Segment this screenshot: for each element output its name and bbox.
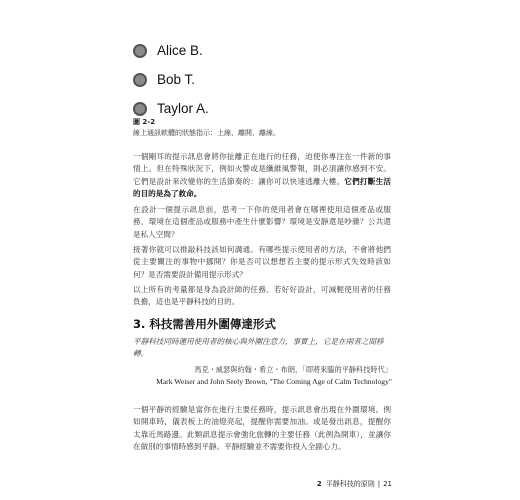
status-dot-icon <box>133 102 147 116</box>
paragraph-text: 一個剛耳的提示訊息會將你扯離正在進行的任務，迫使你專注在一件新的事情上。但在特殊狀況下，例如火警或是纖維風警報，則必須讓你感到不安。它們是設計來改變你的生活節奏的：讓你可以快速逃離大樓。 <box>133 152 391 186</box>
footer-separator: | <box>377 480 381 488</box>
paragraph-2: 在設計一個提示訊息前，思考一下你的使用者會在哪裡使用這個產品或服務，環境在這個產品或服務中產生什麼影響？環境是安靜還是吵雜？公共還是私人空間？ <box>133 205 391 239</box>
chapter-title: 平靜科技的原則 <box>325 480 375 488</box>
paragraph-emphasis: 它們打斷生活的目的是為了救命。 <box>133 176 392 198</box>
status-row <box>133 36 209 65</box>
epigraph-attribution-en: Mark Weiser and John Seely Brown, "The Coming Age of Calm Technology" <box>156 377 392 386</box>
paragraph-1 <box>133 151 391 200</box>
status-name: Bob T. <box>157 72 196 87</box>
status-dot-icon <box>133 44 147 58</box>
page-footer <box>280 479 392 489</box>
status-indicator-list <box>133 36 209 123</box>
epigraph-attribution-zh: 馬克・威瑟與約翰・希立・布朗，「即將來臨的平靜科技時代」 <box>194 365 392 374</box>
chapter-number: 2 <box>316 480 322 488</box>
status-dot-icon <box>133 73 147 87</box>
figure-label: 圖 2-2 <box>133 118 156 126</box>
paragraph-3: 接著你就可以推敲科技該如何溝通。有哪些提示使用者的方法，不會將他們從主要關注的事物中挪開？你是否可以想想若主要的提示形式失效時該如何？是否需要設計備用提示形式？ <box>133 245 391 279</box>
status-name: Alice B. <box>157 43 203 58</box>
paragraph-4: 以上所有的考量都是身為設計師的任務。若好好設計，可減輕使用者的任務負擔，這也是平靜科技的目的。 <box>133 285 391 307</box>
epigraph: 平靜科技同時運用使用者的核心與外圍注意力，事實上，它是在兩者之間移轉。 <box>133 337 384 358</box>
page-number: 21 <box>383 480 392 488</box>
status-name: Taylor A. <box>157 101 209 116</box>
paragraph-5: 一個平靜的經驗是當你在進行主要任務時，提示訊息會出現在外圍環境。例如開車時，儀表板上的油燈亮起，提醒你需要加油。或是發出訊息，提醒你太靠近馬路邊。此類訊息提示會強化旅轉的主要任務（此例為開車），並讓你在做別的事情時感到平靜。平靜經驗並不需要你投入全副心力。 <box>133 405 391 451</box>
section-heading: 3. 科技需善用外圍傳達形式 <box>133 317 276 331</box>
figure-caption: 線上通訊軟體的狀態指示：上線、離開、離線。 <box>133 129 280 137</box>
status-row <box>133 65 209 94</box>
